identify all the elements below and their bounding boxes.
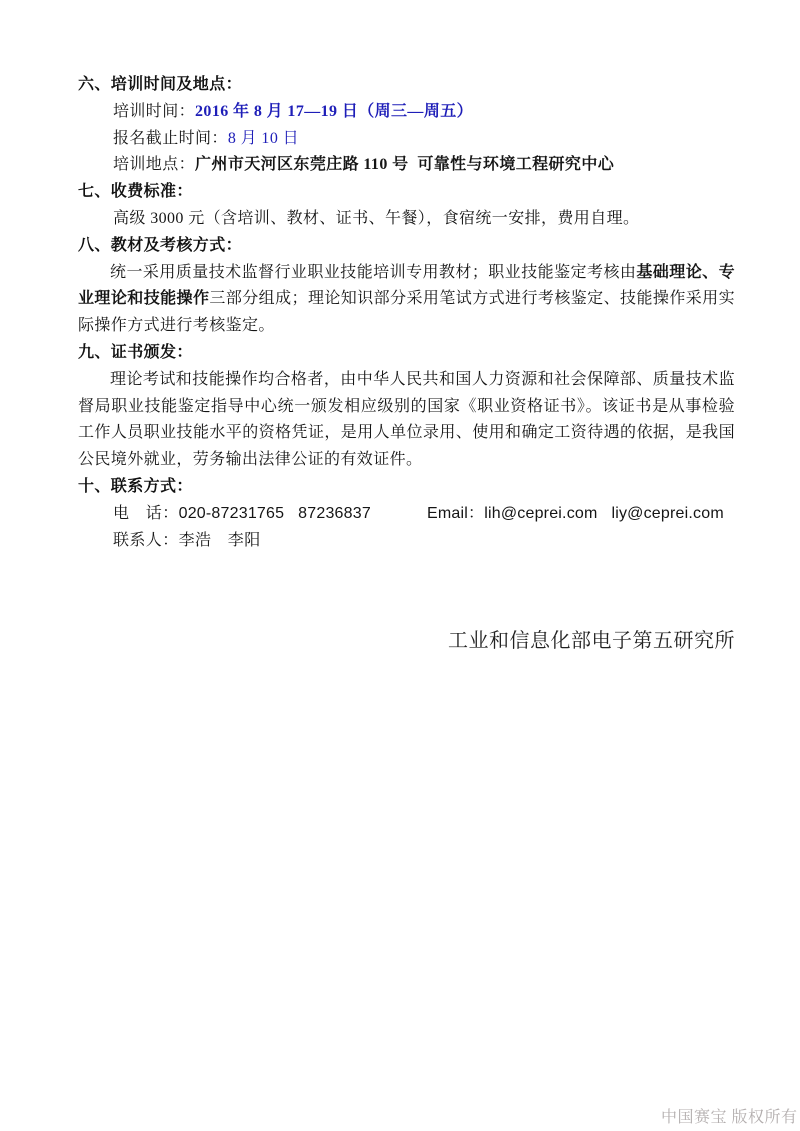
- email-label: Email：: [427, 504, 485, 522]
- section-10-heading: 十、联系方式：: [78, 477, 193, 495]
- section-7-heading: 七、收费标准：: [78, 183, 193, 201]
- training-location-value: 广州市天河区东莞庄路 110 号 可靠性与环境工程研究中心: [195, 156, 615, 174]
- phone-label: 电 话：: [113, 504, 179, 522]
- certificate-paragraph: 理论考试和技能操作均合格者，由中华人民共和国人力资源和社会保障部、质量技术监督局职业技能鉴定指导中心统一颁发相应级别的国家《职业资格证书》。该证书是从事检验工作人员职业技能水平的资格凭证，是用人单位录用、使用和确定工资待遇的依据，是我国公民境外就业，劳务输出法律公证的有效证件。: [78, 370, 735, 469]
- email-group: [427, 501, 724, 528]
- training-time-label: 培训时间：: [113, 102, 196, 120]
- training-location-line: [78, 152, 735, 179]
- contact-person-names: 李浩 李阳: [178, 531, 261, 549]
- phone-email-line: [78, 501, 735, 528]
- organization-signature: 工业和信息化部电子第五研究所: [448, 630, 735, 653]
- materials-text-bold: 基础理论、专业理论和技能操作: [78, 263, 735, 308]
- training-time-line: [78, 99, 735, 126]
- section-6-heading: 六、培训时间及地点：: [78, 76, 243, 93]
- registration-deadline-value: 8 月 10 日: [227, 129, 300, 147]
- section-9-heading: 九、证书颁发：: [78, 343, 193, 361]
- section-8-heading: 八、教材及考核方式：: [78, 236, 243, 254]
- training-location-label: 培训地点：: [113, 156, 196, 174]
- fee-line: 高级 3000 元（含培训、教材、证书、午餐），食宿统一安排，费用自理。: [113, 209, 640, 227]
- document-content: [78, 72, 735, 655]
- phone-numbers: 020-87231765 87236837: [178, 504, 371, 522]
- training-time-value: 2016 年 8 月 17—19 日（周三—周五）: [195, 102, 474, 120]
- registration-deadline-line: [78, 126, 735, 153]
- contact-person-line: [78, 528, 735, 555]
- email-values: lih@ceprei.com liy@ceprei.com: [484, 504, 724, 522]
- materials-text-after: 三部分组成；理论知识部分采用笔试方式进行考核鉴定、技能操作采用实际操作方式进行考核鉴定。: [78, 290, 735, 335]
- materials-assessment-paragraph: [78, 260, 735, 340]
- contact-person-label: 联系人：: [113, 531, 179, 549]
- copyright-watermark: 中国赛宝 版权所有: [661, 1109, 798, 1126]
- registration-deadline-label: 报名截止时间：: [113, 129, 228, 147]
- materials-text-before: 统一采用质量技术监督行业职业技能培训专用教材；职业技能鉴定考核由: [110, 263, 637, 281]
